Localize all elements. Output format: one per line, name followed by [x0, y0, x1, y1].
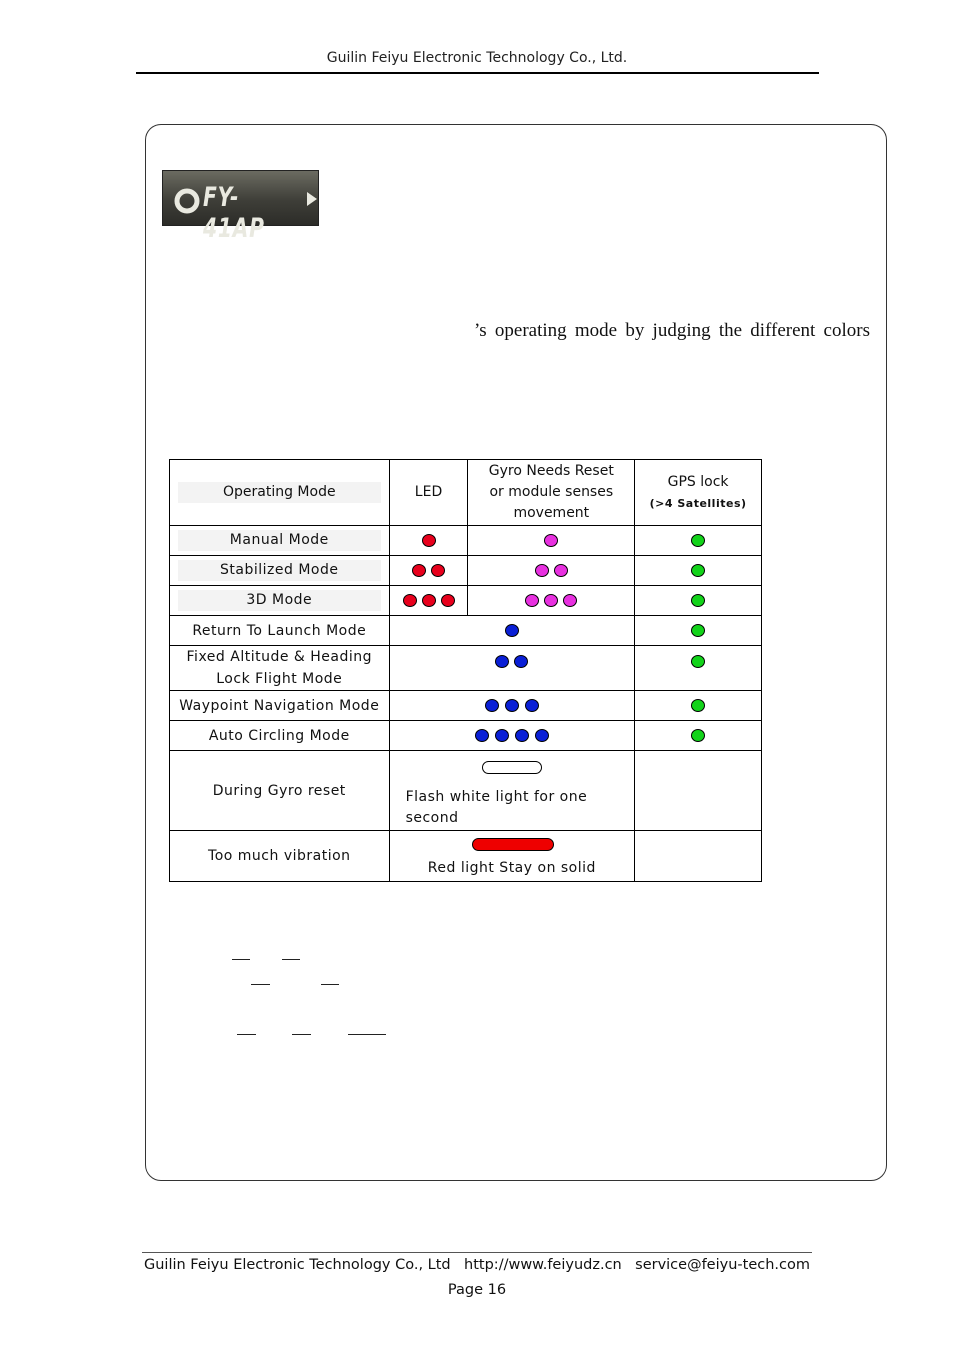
- led-status-table: [169, 459, 762, 882]
- footer: [144, 1257, 810, 1273]
- footer-email[interactable]: service@feiyu-tech.com: [635, 1257, 810, 1273]
- led-dot: [475, 729, 489, 742]
- gyro-indicator: [468, 526, 635, 556]
- page-number: Page 16: [447, 1282, 507, 1298]
- led-dot: [505, 624, 519, 637]
- led-dot: [403, 594, 417, 607]
- led-dot: [691, 534, 705, 547]
- led-dot: [535, 564, 549, 577]
- body-text-fragment: ’s operating mode by judging the different colors: [474, 320, 870, 341]
- vibration-indicator: [389, 831, 635, 882]
- mode-name: During Gyro reset: [170, 751, 390, 831]
- footer-company: Guilin Feiyu Electronic Technology Co., Ltd: [144, 1257, 451, 1273]
- led-dot: [441, 594, 455, 607]
- gps-indicator: [635, 526, 762, 556]
- header-gyro: Gyro Needs Reset or module senses movement: [468, 460, 635, 526]
- gyro-reset-description: Flash white light for one second: [405, 789, 588, 826]
- mode-name: Too much vibration: [170, 831, 390, 882]
- led-dot: [544, 534, 558, 547]
- led-dot: [691, 699, 705, 712]
- footer-rule: [142, 1252, 812, 1253]
- underline-mark: [237, 1034, 256, 1035]
- gps-indicator: [635, 586, 762, 616]
- header-rule: [136, 72, 819, 74]
- led-dot: [525, 699, 539, 712]
- led-dot: [515, 729, 529, 742]
- led-indicator: [389, 616, 635, 646]
- mode-name: Fixed Altitude & Heading Lock Flight Mode: [170, 646, 390, 691]
- gps-indicator: [635, 721, 762, 751]
- table-row: [170, 646, 762, 691]
- led-dot: [535, 729, 549, 742]
- mode-name: 3D Mode: [170, 586, 390, 616]
- led-dot: [544, 594, 558, 607]
- gps-empty-cell: [635, 751, 762, 831]
- underline-mark: [292, 1034, 311, 1035]
- white-light-indicator: [482, 761, 542, 774]
- led-dot: [691, 564, 705, 577]
- underline-mark: [282, 959, 300, 960]
- logo-text: FY-41AP: [203, 182, 265, 244]
- table-row: [170, 556, 762, 586]
- gyro-indicator: [468, 556, 635, 586]
- mode-name: Manual Mode: [170, 526, 390, 556]
- gyro-indicator: [468, 586, 635, 616]
- gyro-reset-indicator: [389, 751, 635, 831]
- led-dot: [495, 655, 509, 668]
- mode-name: Stabilized Mode: [170, 556, 390, 586]
- gps-empty-cell: [635, 831, 762, 882]
- gps-indicator: [635, 556, 762, 586]
- led-dot: [525, 594, 539, 607]
- mode-name: Waypoint Navigation Mode: [170, 691, 390, 721]
- led-indicator: [389, 526, 468, 556]
- led-dot: [495, 729, 509, 742]
- led-dot: [554, 564, 568, 577]
- led-indicator: [389, 586, 468, 616]
- led-dot: [691, 655, 705, 668]
- table-row: [170, 616, 762, 646]
- header-operating-mode: Operating Mode: [170, 460, 390, 526]
- led-indicator: [389, 691, 635, 721]
- led-dot: [691, 624, 705, 637]
- table-header-row: [170, 460, 762, 526]
- gps-indicator: [635, 616, 762, 646]
- footer-website[interactable]: http://www.feiyudz.cn: [464, 1257, 622, 1273]
- led-dot: [412, 564, 426, 577]
- header-led: LED: [389, 460, 468, 526]
- led-dot: [505, 699, 519, 712]
- table-row: [170, 691, 762, 721]
- led-dot: [563, 594, 577, 607]
- table-row: [170, 526, 762, 556]
- red-light-indicator: [472, 838, 554, 851]
- led-dot: [691, 594, 705, 607]
- led-indicator: [389, 556, 468, 586]
- underline-mark: [232, 959, 250, 960]
- vibration-description: Red light Stay on solid: [427, 860, 596, 876]
- mode-name: Auto Circling Mode: [170, 721, 390, 751]
- led-dot: [485, 699, 499, 712]
- led-dot: [691, 729, 705, 742]
- table-row: [170, 721, 762, 751]
- led-dot: [422, 534, 436, 547]
- underline-mark: [321, 984, 339, 985]
- led-dot: [422, 594, 436, 607]
- gps-indicator: [635, 646, 762, 691]
- product-logo: [162, 170, 319, 244]
- led-dot: [431, 564, 445, 577]
- led-indicator: [389, 646, 635, 691]
- table-row: [170, 831, 762, 882]
- header-gps: GPS lock (>4 Satellites): [635, 460, 762, 526]
- gps-indicator: [635, 691, 762, 721]
- led-dot: [514, 655, 528, 668]
- underline-mark: [348, 1034, 386, 1035]
- underline-mark: [251, 984, 270, 985]
- table-row: [170, 751, 762, 831]
- table-row: [170, 586, 762, 616]
- header-company: Guilin Feiyu Electronic Technology Co., Ltd.: [326, 50, 628, 66]
- mode-name: Return To Launch Mode: [170, 616, 390, 646]
- led-indicator: [389, 721, 635, 751]
